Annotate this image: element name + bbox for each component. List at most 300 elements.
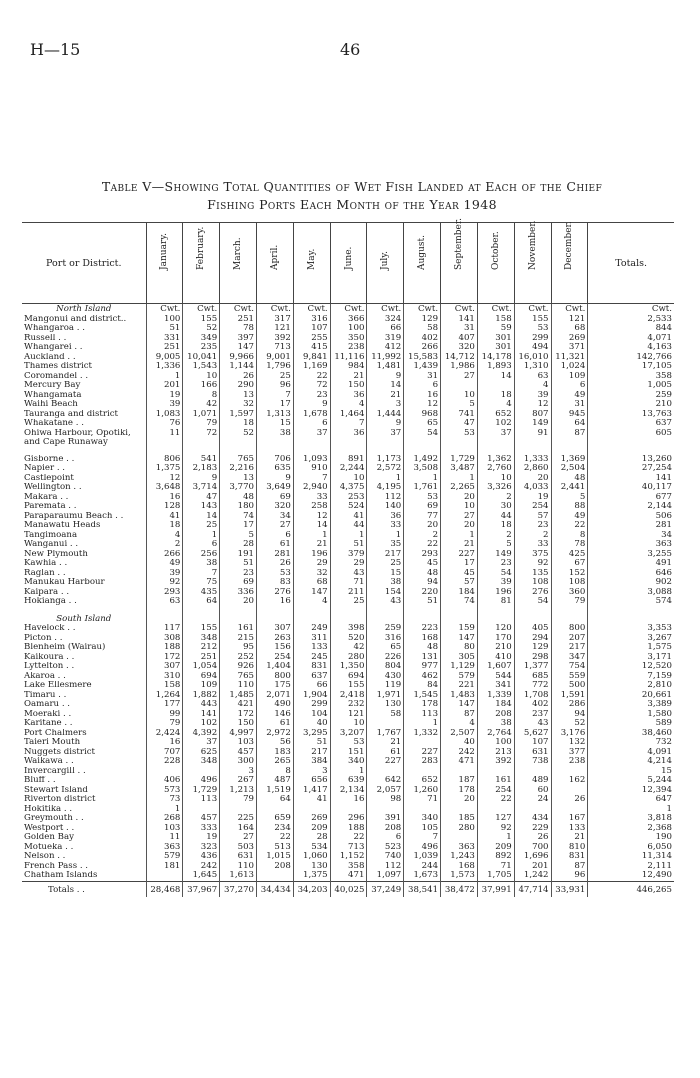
month-value: 4 [293,597,330,607]
month-value: 637 [293,672,330,682]
month-value: 66 [367,324,404,334]
month-value: 1,243 [441,852,478,862]
month-value: 53 [404,493,441,503]
table-row [22,512,674,522]
month-total: 47,714 [514,881,551,897]
month-value: 7 [293,474,330,484]
month-value: 4,392 [183,729,220,739]
month-value: 48 [404,643,441,653]
month-value: 42 [183,400,220,410]
month-value: 31 [441,324,478,334]
month-value: 1 [183,531,220,541]
month-value: 1 [330,531,367,541]
month-value: 147 [441,700,478,710]
port-name: Karitane . . [22,719,146,729]
table-title-line-2: Fishing Ports Each Month of the Year 1948 [207,197,497,212]
port-name: Mercury Bay [22,381,146,391]
month-value: 523 [367,843,404,853]
month-value [441,381,478,391]
month-value: 1,152 [330,852,367,862]
month-value: 293 [146,588,183,598]
month-value: 8 [183,391,220,401]
month-value: 707 [146,748,183,758]
month-value: 26 [257,559,294,569]
month-value: 3,649 [257,483,294,493]
month-value: 348 [183,757,220,767]
month-value: 14,712 [441,353,478,363]
month-value: 223 [404,624,441,634]
port-name: Coromandel . . [22,372,146,382]
month-value: 251 [220,315,257,325]
month-value: 121 [257,324,294,334]
month-value [441,805,478,815]
month-value: 143 [183,502,220,512]
unit-label [514,614,551,625]
row-total: 12,520 [641,662,672,671]
month-value: 23 [293,391,330,401]
month-value: 8 [551,531,588,541]
month-value: 20 [441,493,478,503]
month-value: 17 [257,400,294,410]
month-value: 196 [477,588,514,598]
month-value: 251 [146,343,183,353]
table-row [22,662,674,672]
month-value: 161 [220,624,257,634]
month-value [183,438,220,448]
month-value: 7 [183,569,220,579]
month-value: 161 [477,776,514,786]
month-value: 22 [293,372,330,382]
port-name: Lyttelton . . [22,662,146,672]
table-row [22,824,674,834]
month-value: 1 [146,805,183,815]
port-name: Whangarei . . [22,343,146,353]
table-row [22,429,674,439]
month-value: 67 [551,559,588,569]
month-value: 1,729 [183,786,220,796]
month-value: 945 [551,410,588,420]
month-value: 363 [441,843,478,853]
month-value: 415 [293,343,330,353]
month-value: 22 [551,521,588,531]
month-value [551,786,588,796]
table-row [22,653,674,663]
month-value: 1,519 [257,786,294,796]
month-value: 40 [293,719,330,729]
port-name: Moeraki . . [22,710,146,720]
month-value: 71 [477,862,514,872]
row-total: 17,105 [641,362,672,371]
row-total: 12,490 [641,871,672,880]
month-value: 6 [551,381,588,391]
month-value [330,805,367,815]
month-value: 172 [146,653,183,663]
table-row [22,559,674,569]
month-value: 293 [404,550,441,560]
month-value: 311 [293,634,330,644]
month-value: 2,244 [330,464,367,474]
table-row [22,624,674,634]
table-row [22,521,674,531]
month-value: 2,216 [220,464,257,474]
month-value: 235 [183,343,220,353]
month-value: 44 [477,512,514,522]
table-row [22,455,674,465]
month-value: 60 [514,786,551,796]
month-value: 21 [293,540,330,550]
month-value: 407 [441,334,478,344]
month-value: 22 [257,833,294,843]
month-value: 77 [404,512,441,522]
month-value: 1,439 [404,362,441,372]
month-value: 1,573 [441,871,478,881]
month-value: 120 [477,624,514,634]
month-value: 225 [220,814,257,824]
month-value: 6 [367,833,404,843]
month-value: 772 [514,681,551,691]
month-value: 94 [404,578,441,588]
month-value: 42 [330,643,367,653]
month-value [220,438,257,448]
month-value: 217 [293,748,330,758]
month-value: 168 [441,862,478,872]
month-value [441,833,478,843]
month-value: 28 [220,540,257,550]
month-value: 350 [330,334,367,344]
month-value: 1,173 [367,455,404,465]
month-value: 26 [514,833,551,843]
totals-row [22,881,674,897]
month-value: 301 [477,343,514,353]
month-value: 88 [551,502,588,512]
month-value [514,767,551,777]
month-value: 21 [441,540,478,550]
month-value: 5 [477,540,514,550]
row-total: 647 [655,795,672,804]
month-value: 1 [367,531,404,541]
month-value: 642 [367,776,404,786]
port-name: Motueka . . [22,843,146,853]
month-value: 625 [183,748,220,758]
month-value: 11 [146,429,183,439]
port-name: Paremata . . [22,502,146,512]
month-value: 319 [367,334,404,344]
month-value: 631 [514,748,551,758]
month-value: 32 [220,400,257,410]
month-value: 12 [293,512,330,522]
month-value: 79 [183,419,220,429]
table-row [22,531,674,541]
month-value: 253 [330,493,367,503]
table-row [22,343,674,353]
table-row [22,805,674,815]
month-value: 135 [514,569,551,579]
month-value: 49 [146,559,183,569]
month-value: 281 [257,550,294,560]
month-value: 9 [367,419,404,429]
month-value: 263 [257,634,294,644]
month-value: 51 [220,559,257,569]
row-total: 4,071 [647,333,672,343]
section-name: South Island [22,614,146,625]
month-value: 425 [551,550,588,560]
row-total: 13,260 [641,454,672,464]
month-value: 10 [330,474,367,484]
month-value: 9,005 [146,353,183,363]
month-value: 741 [441,410,478,420]
port-name: Riverton district [22,795,146,805]
month-value: 259 [367,624,404,634]
table-row [22,362,674,372]
month-value: 9 [183,474,220,484]
month-value [404,738,441,748]
month-value: 3,326 [477,483,514,493]
month-value [293,805,330,815]
month-value: 1,024 [551,362,588,372]
totals-column-header: Totals. [588,223,674,304]
month-value: 639 [330,776,367,786]
month-value: 13 [220,474,257,484]
month-value: 23 [220,569,257,579]
month-value: 41 [330,512,367,522]
month-value: 154 [367,588,404,598]
month-value: 33 [293,493,330,503]
month-value: 800 [551,624,588,634]
month-value: 1,492 [404,455,441,465]
month-value: 175 [257,681,294,691]
month-value: 80 [441,643,478,653]
month-total: 37,991 [477,881,514,897]
month-value: 1,369 [551,455,588,465]
month-value: 229 [514,824,551,834]
month-total: 38,472 [441,881,478,897]
month-value: 496 [404,843,441,853]
month-value: 754 [551,662,588,672]
month-value: 5 [441,400,478,410]
month-value: 280 [330,653,367,663]
month-value: 1,481 [367,362,404,372]
month-value: 579 [146,852,183,862]
month-value: 280 [441,824,478,834]
month-value: 102 [477,419,514,429]
month-value: 694 [330,672,367,682]
row-total: 2,144 [647,502,672,511]
row-total: 506 [655,511,672,521]
month-value: 34 [257,512,294,522]
month-value: 38 [367,578,404,588]
month-value: 22 [330,833,367,843]
month-value: 1 [367,474,404,484]
row-total: 491 [655,559,672,568]
month-value: 95 [220,643,257,653]
unit-label: Cwt. [514,304,551,315]
month-value [404,767,441,777]
month-value: 168 [404,634,441,644]
month-value [183,767,220,777]
unit-label: Cwt. [651,303,672,314]
month-value: 4 [330,400,367,410]
month-value: 1,404 [257,662,294,672]
month-value: 489 [514,776,551,786]
month-value: 121 [551,315,588,325]
month-value: 579 [441,672,478,682]
row-total: 27,254 [641,464,672,473]
month-value: 99 [146,710,183,720]
month-value: 1,333 [514,455,551,465]
month-value: 43 [367,597,404,607]
unit-label [588,614,674,625]
month-value: 79 [551,597,588,607]
unit-label: Cwt. [441,304,478,315]
month-value: 53 [514,324,551,334]
row-total: 34 [661,530,672,540]
month-value: 26 [220,372,257,382]
port-name: Bluff . . [22,776,146,786]
month-value: 430 [367,672,404,682]
row-total: 15 [661,766,672,776]
month-value: 276 [514,588,551,598]
month-value: 149 [477,550,514,560]
month-value: 360 [551,588,588,598]
table-title-line-1: Table V—Showing Total Quantities of Wet Fish Landed at Each of the Chief [101,179,603,194]
port-name: Port Chalmers [22,729,146,739]
month-value: 462 [404,672,441,682]
port-name: Blenheim (Wairau) [22,643,146,653]
month-value: 9,001 [257,353,294,363]
month-value: 290 [220,381,257,391]
month-value: 9 [293,400,330,410]
month-value: 25 [257,372,294,382]
month-value: 1,705 [477,871,514,881]
unit-label: Cwt. [146,304,183,315]
month-value: 402 [404,334,441,344]
month-value: 226 [367,653,404,663]
month-value: 7 [330,419,367,429]
unit-label: Cwt. [257,304,294,315]
month-value: 265 [257,757,294,767]
port-name: Napier . . [22,464,146,474]
month-value: 59 [477,324,514,334]
month-value: 1 [477,833,514,843]
month-value: 130 [293,862,330,872]
month-value: 1,039 [404,852,441,862]
month-value: 340 [330,757,367,767]
month-value: 810 [551,843,588,853]
month-value: 25 [330,597,367,607]
month-value: 54 [514,597,551,607]
month-value: 72 [183,429,220,439]
month-value: 1,613 [220,871,257,881]
month-value: 211 [330,588,367,598]
month-value: 112 [367,862,404,872]
month-value: 57 [441,578,478,588]
month-value: 20 [514,474,551,484]
month-value: 1,696 [514,852,551,862]
month-value: 457 [183,814,220,824]
month-value: 133 [293,643,330,653]
row-total: 210 [655,400,672,409]
month-value: 61 [257,719,294,729]
row-total: 4,163 [647,343,672,352]
month-value: 1,971 [367,691,404,701]
month-value [146,871,183,881]
month-value: 2 [477,493,514,503]
month-value: 128 [146,502,183,512]
month-value: 159 [441,624,478,634]
row-total: 7,159 [647,671,672,681]
month-value: 110 [220,681,257,691]
month-value: 65 [367,643,404,653]
month-value: 6 [257,531,294,541]
row-total [588,438,674,448]
month-value: 1,339 [477,691,514,701]
month-value: 631 [220,852,257,862]
month-value: 738 [514,757,551,767]
month-value: 16 [404,391,441,401]
month-value: 227 [441,550,478,560]
month-value: 108 [551,578,588,588]
month-value: 232 [330,700,367,710]
month-value: 238 [551,757,588,767]
month-value [146,438,183,448]
month-value: 3,207 [330,729,367,739]
port-name: Paraparaumu Beach . . [22,512,146,522]
month-value: 1,444 [367,410,404,420]
month-value: 242 [441,748,478,758]
month-value: 6 [183,540,220,550]
month-value: 44 [330,521,367,531]
month-value: 58 [367,710,404,720]
month-value: 471 [441,757,478,767]
unit-label: Cwt. [367,304,404,315]
row-total: 2,533 [647,314,672,324]
month-value: 249 [293,624,330,634]
month-value [257,805,294,815]
month-value [367,719,404,729]
row-total: 3,255 [647,549,672,559]
month-value: 765 [220,672,257,682]
month-header: March. [220,223,257,304]
table-row [22,710,674,720]
month-value: 391 [367,814,404,824]
month-value: 10 [330,719,367,729]
month-value: 105 [404,824,441,834]
month-value: 19 [183,833,220,843]
month-value: 76 [146,419,183,429]
table-row [22,672,674,682]
month-value: 7 [257,391,294,401]
month-value: 1,375 [293,871,330,881]
port-name: Thames district [22,362,146,372]
month-value: 487 [257,776,294,786]
month-value: 65 [404,419,441,429]
page-number: 46 [340,40,361,59]
month-value: 75 [183,578,220,588]
port-name: Manawatu Heads [22,521,146,531]
month-value: 28 [293,833,330,843]
month-value: 358 [330,862,367,872]
month-value: 36 [330,391,367,401]
month-value [551,805,588,815]
row-total: 3,353 [647,624,672,633]
month-value: 2,441 [551,483,588,493]
month-value: 9,841 [293,353,330,363]
month-value: 215 [220,634,257,644]
table-row [22,353,674,363]
month-value: 112 [367,493,404,503]
month-value: 22 [404,540,441,550]
month-value [551,767,588,777]
